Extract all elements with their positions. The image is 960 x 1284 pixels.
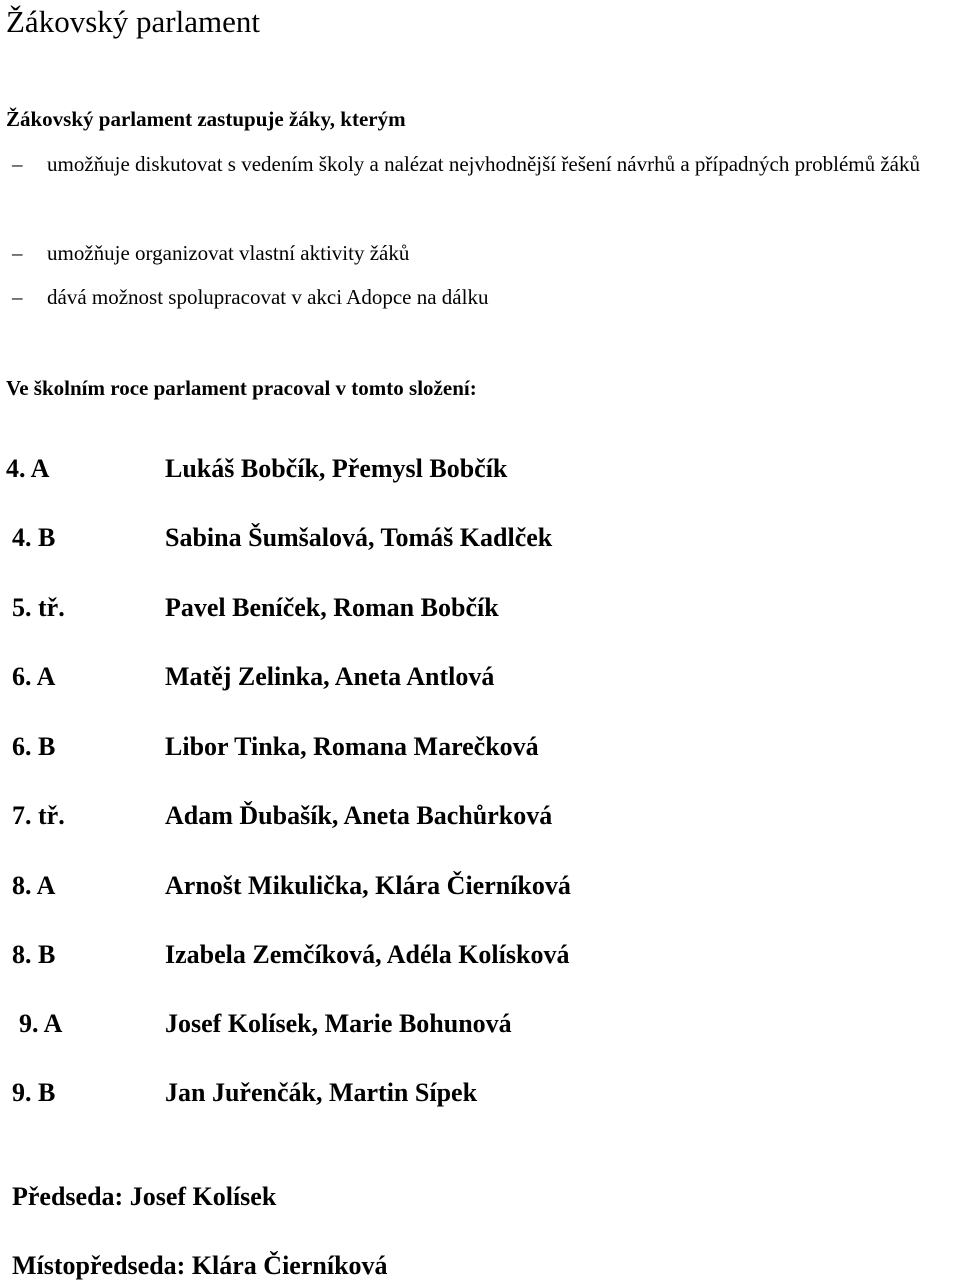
- dash-marker: –: [12, 241, 23, 265]
- class-label: 6. B: [12, 732, 56, 761]
- class-label: 4. B: [12, 523, 56, 552]
- class-label: 4. A: [6, 454, 50, 483]
- class-label: 9. B: [12, 1078, 56, 1107]
- member-names: Lukáš Bobčík, Přemysl Bobčík: [165, 454, 508, 483]
- roster-row: [0, 520, 960, 556]
- roster-row: [0, 868, 960, 904]
- member-names: Josef Kolísek, Marie Bohunová: [165, 1009, 512, 1038]
- list-item-text: umožňuje diskutovat s vedením školy a nalézat nejvhodnější řešení návrhů a případných problémů žáků: [47, 152, 921, 176]
- section-heading: Ve školním roce parlament pracoval v tomto složení:: [6, 376, 477, 400]
- intro-text: Žákovský parlament zastupuje žáky, kterým: [6, 107, 406, 131]
- class-label: 6. A: [12, 662, 56, 691]
- class-label: 7. tř.: [12, 801, 65, 830]
- dash-marker: –: [12, 152, 23, 176]
- class-label: 8. A: [12, 871, 56, 900]
- member-names: Adam Ďubašík, Aneta Bachůrková: [165, 801, 553, 830]
- class-label: 5. tř.: [12, 593, 65, 622]
- roster-row: [0, 937, 960, 973]
- list-item-text: dává možnost spolupracovat v akci Adopce na dálku: [47, 285, 489, 309]
- roster-row: [0, 1075, 960, 1111]
- class-label: 9. A: [19, 1009, 63, 1038]
- roster-row: [0, 798, 960, 834]
- roster-row: [0, 1006, 960, 1042]
- roster-row: [0, 729, 960, 765]
- member-names: Matěj Zelinka, Aneta Antlová: [165, 662, 495, 691]
- page-title: Žákovský parlament: [6, 4, 260, 39]
- roster-row: [0, 590, 960, 626]
- dash-marker: –: [12, 285, 23, 309]
- vice-chairman: Místopředseda: Klára Čierníková: [12, 1251, 388, 1280]
- member-names: Izabela Zemčíková, Adéla Kolísková: [165, 940, 570, 969]
- member-names: Arnošt Mikulička, Klára Čierníková: [165, 871, 571, 900]
- member-names: Libor Tinka, Romana Marečková: [165, 732, 539, 761]
- member-names: Pavel Beníček, Roman Bobčík: [165, 593, 499, 622]
- member-names: Jan Juřenčák, Martin Sípek: [165, 1078, 478, 1107]
- list-item-text: umožňuje organizovat vlastní aktivity žáků: [47, 241, 410, 265]
- class-label: 8. B: [12, 940, 56, 969]
- chairman: Předseda: Josef Kolísek: [12, 1182, 277, 1211]
- roster-row: [0, 451, 960, 487]
- member-names: Sabina Šumšalová, Tomáš Kadlček: [165, 523, 553, 552]
- roster-row: [0, 659, 960, 695]
